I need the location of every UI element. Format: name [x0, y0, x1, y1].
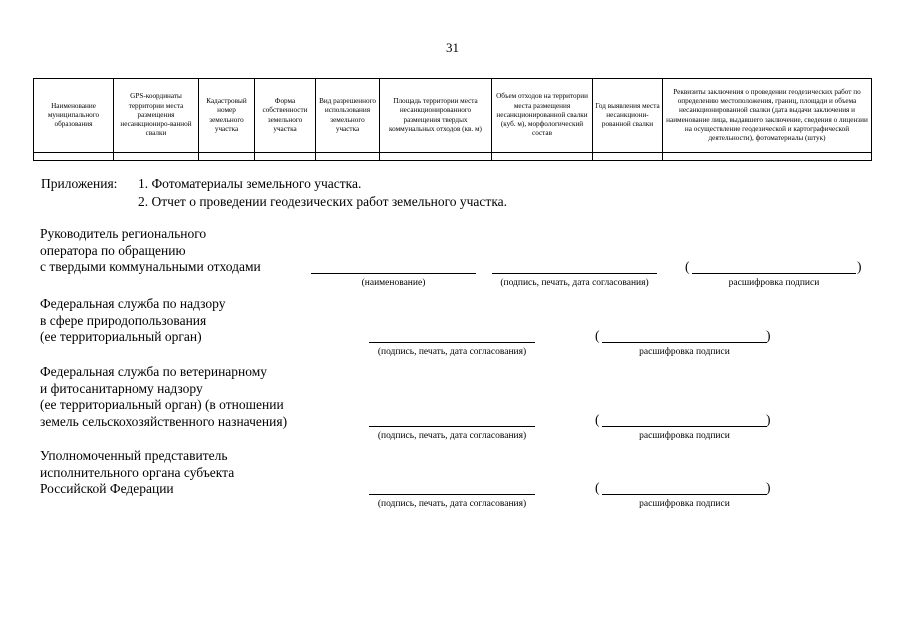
- col-volume: Объем отходов на территории места размещения несанкционированной свалки (куб. м), морфологический состав: [492, 79, 593, 153]
- title-line: Уполномоченный представитель: [40, 448, 228, 463]
- nature-title: [40, 296, 226, 346]
- title-line: в сфере природопользования: [40, 312, 207, 328]
- caption-signature: (подпись, печать, дата согласования): [377, 431, 527, 441]
- caption-signature: (подпись, печать, дата согласования): [377, 499, 527, 509]
- caption-name: (наименование): [361, 278, 426, 288]
- paren-close: ): [766, 480, 771, 495]
- table-cell[interactable]: [492, 153, 593, 161]
- table-cell[interactable]: [255, 153, 316, 161]
- table-header-row: [34, 79, 872, 153]
- col-geodetic-details: Реквизиты заключения о проведении геодезических работ по определению местоположения, границ, площади и объема несанкционированной свалки (дата выдачи заключения и наименование лица, выдавшего заключение, сведения о лицензии на осуществление геодезической и картографической деятельности), фотоматериалы (штук): [663, 79, 872, 153]
- col-permitted-use: Вид разрешенного использования земельного участка: [316, 79, 380, 153]
- table-cell[interactable]: [316, 153, 380, 161]
- title-line: с твердыми коммунальными отходами: [40, 259, 261, 274]
- title-line: Федеральная служба по ветеринарному: [40, 364, 268, 379]
- caption-decode: расшифровка подписи: [639, 347, 730, 357]
- caption-decode: расшифровка подписи: [639, 431, 730, 441]
- operator-decode-line[interactable]: [692, 273, 856, 274]
- caption-signature: (подпись, печать, дата согласования): [500, 278, 649, 288]
- paren-open: (: [595, 328, 600, 343]
- paren-open: (: [685, 259, 690, 274]
- title-line: исполнительного органа субъекта: [40, 464, 235, 480]
- page-number: 31: [446, 40, 459, 55]
- title-line: Федеральная служба по надзору: [40, 296, 226, 311]
- subject-title: [40, 448, 234, 498]
- subject-signature-line[interactable]: [369, 494, 535, 495]
- caption-decode: расшифровка подписи: [639, 499, 730, 509]
- nature-decode-line[interactable]: [602, 342, 767, 343]
- col-area: Площадь территории места несанкционированного размещения твердых коммунальных отходов (кв. м): [380, 79, 492, 153]
- title-line: (ее территориальный орган) (в отношении: [40, 397, 284, 412]
- attachments-label: Приложения:: [41, 176, 118, 191]
- col-cadastral: Кадастровый номер земельного участка: [199, 79, 255, 153]
- title-line: Российской Федерации: [40, 481, 174, 496]
- operator-name-line[interactable]: [311, 273, 476, 274]
- vet-decode-line[interactable]: [602, 426, 767, 427]
- table-cell[interactable]: [199, 153, 255, 161]
- subject-decode-line[interactable]: [602, 494, 767, 495]
- operator-signature-line[interactable]: [492, 273, 657, 274]
- title-line: оператора по обращению: [40, 242, 186, 258]
- caption-signature: (подпись, печать, дата согласования): [377, 347, 527, 357]
- table-row: [34, 153, 872, 161]
- vet-title: [40, 364, 287, 430]
- paren-open: (: [595, 480, 600, 495]
- title-line: и фитосанитарному надзору: [40, 380, 203, 396]
- title-line: (ее территориальный орган): [40, 329, 202, 344]
- paren-open: (: [595, 412, 600, 427]
- table-cell[interactable]: [593, 153, 663, 161]
- table-cell[interactable]: [34, 153, 114, 161]
- title-line: Руководитель регионального: [40, 226, 207, 241]
- table-cell[interactable]: [114, 153, 199, 161]
- col-gps: GPS-координаты территории места размещения несанкциониро-ванной свалки: [114, 79, 199, 153]
- vet-signature-line[interactable]: [369, 426, 535, 427]
- col-ownership: Форма собственности земельного участка: [255, 79, 316, 153]
- attachments: [41, 175, 507, 211]
- table-cell[interactable]: [380, 153, 492, 161]
- register-table: [33, 78, 872, 161]
- paren-close: ): [766, 412, 771, 427]
- operator-title: [40, 226, 261, 276]
- col-year: Год выявления места несанкциони-рованной свалки: [593, 79, 663, 153]
- paren-close: ): [857, 259, 862, 274]
- attachment-item: 1. Фотоматериалы земельного участка.: [138, 176, 362, 191]
- caption-decode: расшифровка подписи: [728, 278, 820, 288]
- col-municipality: Наименование муниципального образования: [34, 79, 114, 153]
- table-cell[interactable]: [663, 153, 872, 161]
- nature-signature-line[interactable]: [369, 342, 535, 343]
- paren-close: ): [766, 328, 771, 343]
- title-line: земель сельскохозяйственного назначения): [40, 413, 288, 429]
- attachment-item: 2. Отчет о проведении геодезических работ земельного участка.: [138, 194, 508, 209]
